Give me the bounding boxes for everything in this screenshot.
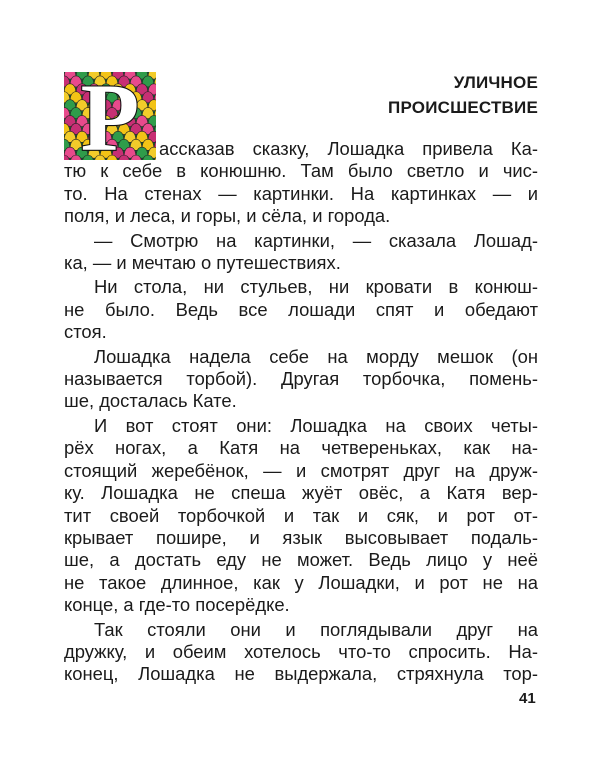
text-line: тю к себе в конюшню. Там было светло и чис- xyxy=(64,160,538,182)
paragraph-4 xyxy=(64,346,538,413)
text-line: рёх ногах, а Катя на четвереньках, как на- xyxy=(64,437,538,459)
text-line: не было. Ведь все лошади спят и обедают xyxy=(64,298,538,320)
text-line: — Смотрю на картинки, — сказала Лошад- xyxy=(94,229,538,251)
text-line: ше, а достать еду не может. Ведь лицо у неё xyxy=(64,549,538,571)
text-line: ассказав сказку, Лошадка привела Ка- xyxy=(159,138,538,159)
story-text xyxy=(64,138,538,688)
text-line: крывает пошире, и язык высовывает подаль- xyxy=(64,526,538,548)
text-line: стоящий жеребёнок, — и смотрят друг на друж- xyxy=(64,459,538,481)
text-line: называется торбой). Другая торбочка, помень- xyxy=(64,368,538,390)
text-line: тит своей торбочкой и так и сяк, и рот от- xyxy=(64,504,538,526)
paragraph-5 xyxy=(64,415,538,617)
text-line: ше, досталась Кате. xyxy=(64,390,237,412)
text-line: не такое длинное, как у Лошадки, и рот не на xyxy=(64,571,538,593)
paragraph-3 xyxy=(64,276,538,343)
text-line: Лошадка надела себе на морду мешок (он xyxy=(94,345,538,367)
paragraph-2 xyxy=(64,230,538,275)
dropcap-letter: Р xyxy=(80,72,140,160)
paragraph-6 xyxy=(64,619,538,686)
text-line: поля, и леса, и горы, и сёла, и города. xyxy=(64,205,391,227)
chapter-title-line-2: ПРОИСШЕСТВИЕ xyxy=(388,98,538,117)
text-line: стоя. xyxy=(64,321,107,343)
chapter-title xyxy=(388,70,538,120)
text-line: Ни стола, ни стульев, ни кровати в конюш- xyxy=(94,276,538,298)
text-line: ку. Лошадка не спеша жуёт овёс, а Катя вер- xyxy=(64,482,538,504)
text-line: то. На стенах — картинки. На картинках — и xyxy=(64,182,538,204)
text-line: конец, Лошадка не выдержала, стряхнула тор- xyxy=(64,663,538,685)
text-line: дружку, и обеим хотелось что-то спросить. На- xyxy=(64,640,538,662)
paragraph-1 xyxy=(64,138,538,228)
text-line: конце, а где-то посерёдке. xyxy=(64,594,290,616)
text-line: И вот стоят они: Лошадка на своих четы- xyxy=(94,414,538,436)
text-line: ка, — и мечтаю о путешествиях. xyxy=(64,252,341,274)
text-line: Так стояли они и поглядывали друг на xyxy=(94,618,538,640)
chapter-title-line-1: УЛИЧНОЕ xyxy=(453,73,538,92)
page-number: 41 xyxy=(519,690,536,707)
